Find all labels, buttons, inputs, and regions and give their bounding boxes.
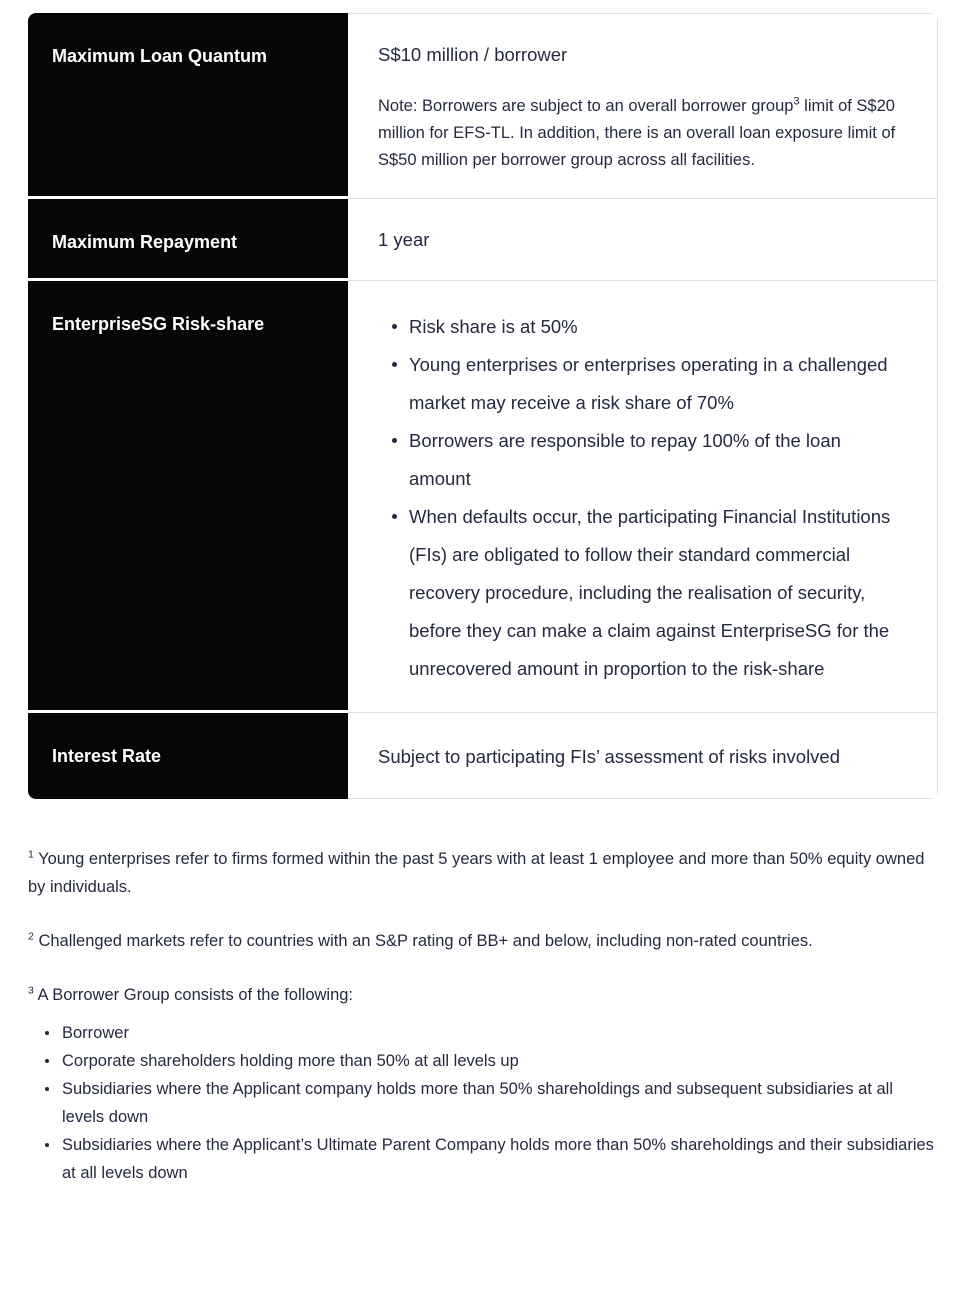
footnote-1 [28,845,937,901]
table-row-maximum-repayment [28,199,938,281]
loan-quantum-note [378,93,900,174]
note-text-after-ref: limit of S$20 million for EFS-TL. In addition, there is an overall loan exposure limit of S$50 million per borrower group across all facilities. [378,97,896,169]
row-value-interest-rate [348,713,938,799]
borrower-group-item-3: Subsidiaries where the Applicant company holds more than 50% shareholdings and subsequent subsidiaries at all levels down [62,1080,894,1126]
row-value-maximum-repayment [348,199,938,281]
footnote-1-text: Young enterprises refer to firms formed within the past 5 years with at least 1 employee and more than 50% equity owned by individuals. [28,850,925,896]
footnote-2-marker: 2 [28,930,34,943]
footnote-3-marker: 3 [28,984,34,997]
borrower-group-item-1: Borrower [62,1024,129,1042]
list-item [62,1075,937,1131]
row-header-maximum-loan-quantum: Maximum Loan Quantum [28,13,348,199]
table-row-risk-share [28,281,938,713]
risk-share-bullet-4: When defaults occur, the participating Financial Institutions (FIs) are obligated to follow their standard commercial recovery procedure, including the realisation of security, before they can make a claim against EnterpriseSG for the unrecovered amount in proportion to the risk-share [409,506,891,679]
list-item [62,1019,937,1047]
loan-quantum-value: S$10 million / borrower [378,44,568,65]
borrower-group-item-4: Subsidiaries where the Applicant’s Ultimate Parent Company holds more than 50% shareholdings and their subsidiaries at all levels down [62,1136,934,1182]
table-row-interest-rate [28,713,938,799]
footnote-2-text: Challenged markets refer to countries with an S&P rating of BB+ and below, including non-rated countries. [38,932,813,950]
loan-terms-table [28,13,938,799]
footnote-1-marker: 1 [28,848,34,861]
list-item [409,308,907,346]
note-text-before-ref: Note: Borrowers are subject to an overall borrower group [378,97,794,115]
risk-share-bullet-2: Young enterprises or enterprises operating in a challenged market may receive a risk share of 70% [409,354,888,413]
table-row-maximum-loan-quantum [28,13,938,199]
footnotes-section [28,845,937,1187]
row-header-maximum-repayment: Maximum Repayment [28,199,348,281]
risk-share-bullet-1: Risk share is at 50% [409,316,578,337]
footnote-3-text: A Borrower Group consists of the following: [37,986,354,1004]
repayment-value: 1 year [378,229,430,250]
list-item [409,498,907,688]
footnote-3 [28,981,937,1009]
list-item [409,346,907,422]
borrower-group-list [28,1019,937,1187]
borrower-group-item-2: Corporate shareholders holding more than 50% at all levels up [62,1052,519,1070]
risk-share-bullet-3: Borrowers are responsible to repay 100% of the loan amount [409,430,841,489]
list-item [62,1131,937,1187]
row-value-risk-share [348,281,938,713]
footnote-2 [28,927,937,955]
footnote-ref-3: 3 [793,95,800,108]
row-header-risk-share: EnterpriseSG Risk-share [28,281,348,713]
list-item [62,1047,937,1075]
interest-rate-value: Subject to participating FIs’ assessment of risks involved [378,746,841,767]
risk-share-bullet-list [378,308,907,688]
list-item [409,422,907,498]
row-value-maximum-loan-quantum [348,13,938,199]
row-header-interest-rate: Interest Rate [28,713,348,799]
